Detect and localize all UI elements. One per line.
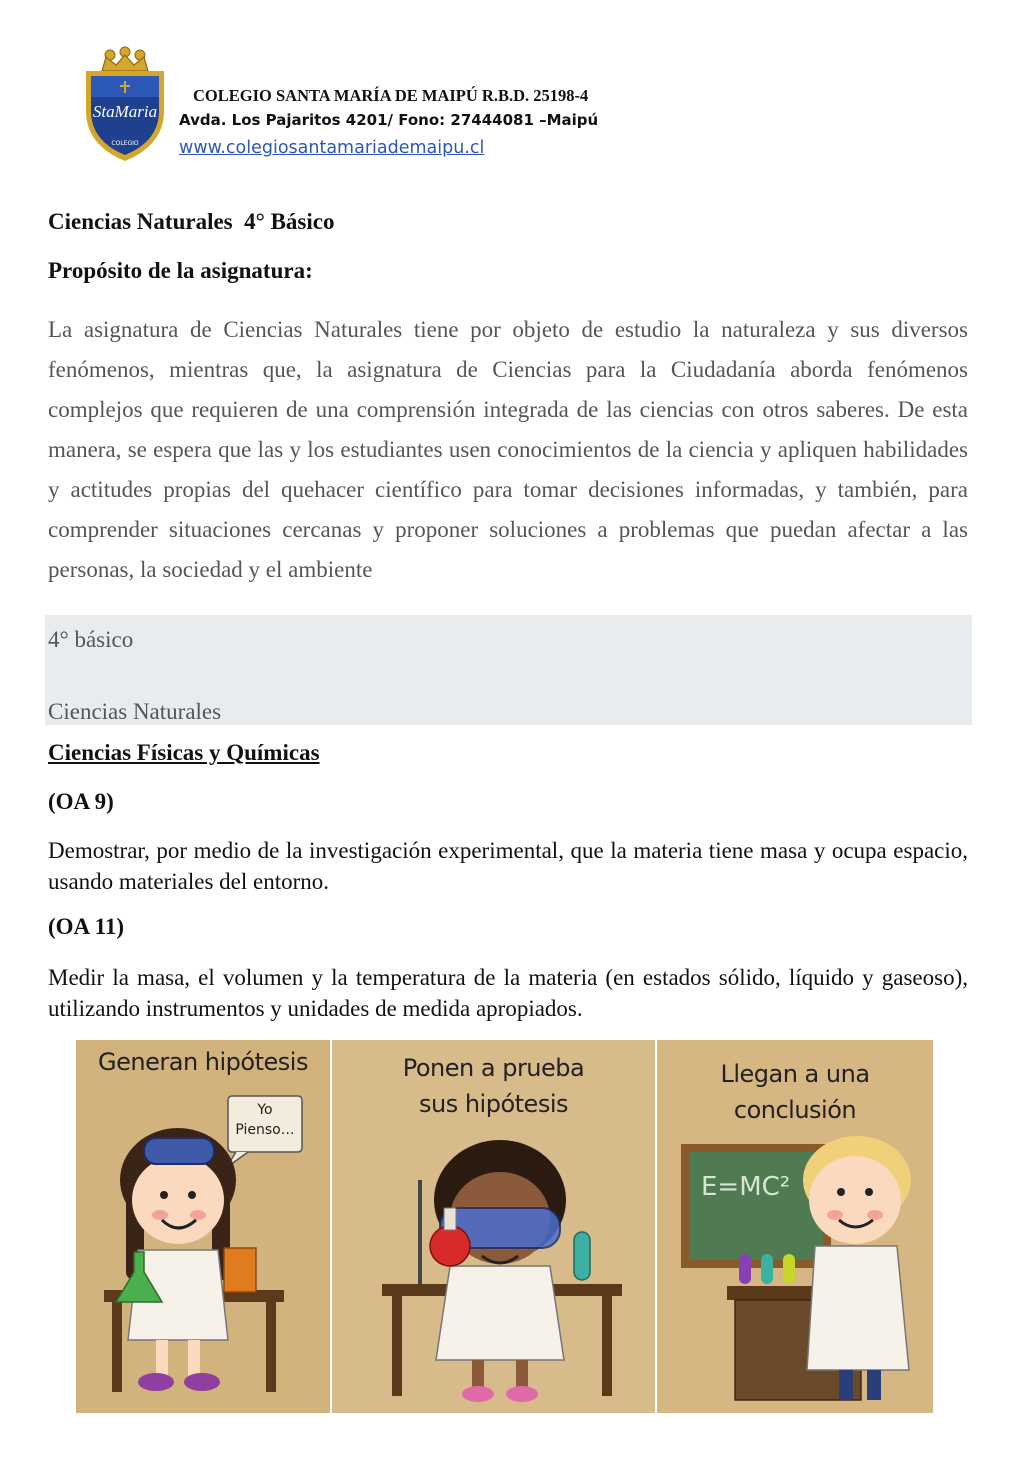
crest-subtext: COLEGIO <box>111 140 139 147</box>
objective-code: (OA 9) <box>48 789 114 814</box>
school-website-link[interactable]: www.colegiosantamariademaipu.cl <box>179 138 485 158</box>
grade-subject-label: Ciencias Naturales <box>48 699 222 724</box>
chalkboard-text: E=MC² <box>701 1172 791 1202</box>
panel-caption: Generan hipótesis <box>98 1048 308 1076</box>
speech-bubble-text: Yo Pienso… <box>235 1102 295 1138</box>
purpose-heading: Propósito de la asignatura: <box>48 258 313 283</box>
section-title: Ciencias Físicas y Químicas <box>48 740 320 765</box>
subject-title: Ciencias Naturales 4° Básico <box>48 209 335 234</box>
objective-text: Demostrar, por medio de la investigación experimental, que la materia tiene masa y ocupa espacio, usando materiales del entorno. <box>48 838 968 894</box>
crest-text: StaMaria <box>92 102 158 121</box>
purpose-paragraph: La asignatura de Ciencias Naturales tiene por objeto de estudio la naturaleza y sus diversos fenómenos, mientras que, la asignatura de Ciencias para la Ciudadanía aborda fenómenos complejos que requieren de una comprensión integrada de las ciencias con otros saberes. De esta manera, se espera que las y los estudiantes usen conocimientos de la ciencia y apliquen habilidades y actitudes propias del quehacer científico para tomar decisiones informadas, y también, para comprender situaciones cercanas y proponer soluciones a problemas que puedan afectar a las personas, la sociedad y el ambiente <box>48 317 968 582</box>
illustration-panel-testing <box>332 1040 655 1413</box>
illustration-panel-conclusion <box>657 1040 933 1413</box>
school-address: Avda. Los Pajaritos 4201/ Fono: 27444081 –Maipú <box>179 111 599 129</box>
illustration-panel-hypothesis <box>76 1040 330 1413</box>
scientific-method-illustration <box>76 1040 933 1413</box>
panel-caption: Llegan a una conclusión <box>720 1060 870 1124</box>
school-crest-logo <box>80 45 170 163</box>
objective-text: Medir la masa, el volumen y la temperatura de la materia (en estados sólido, líquido y gaseoso), utilizando instrumentos y unidades de medida apropiados. <box>48 965 968 1021</box>
objective-code: (OA 11) <box>48 914 125 939</box>
school-name: COLEGIO SANTA MARÍA DE MAIPÚ R.B.D. 25198-4 <box>193 86 589 105</box>
panel-caption: Ponen a prueba sus hipótesis <box>402 1054 585 1118</box>
grade-label: 4° básico <box>48 627 134 652</box>
